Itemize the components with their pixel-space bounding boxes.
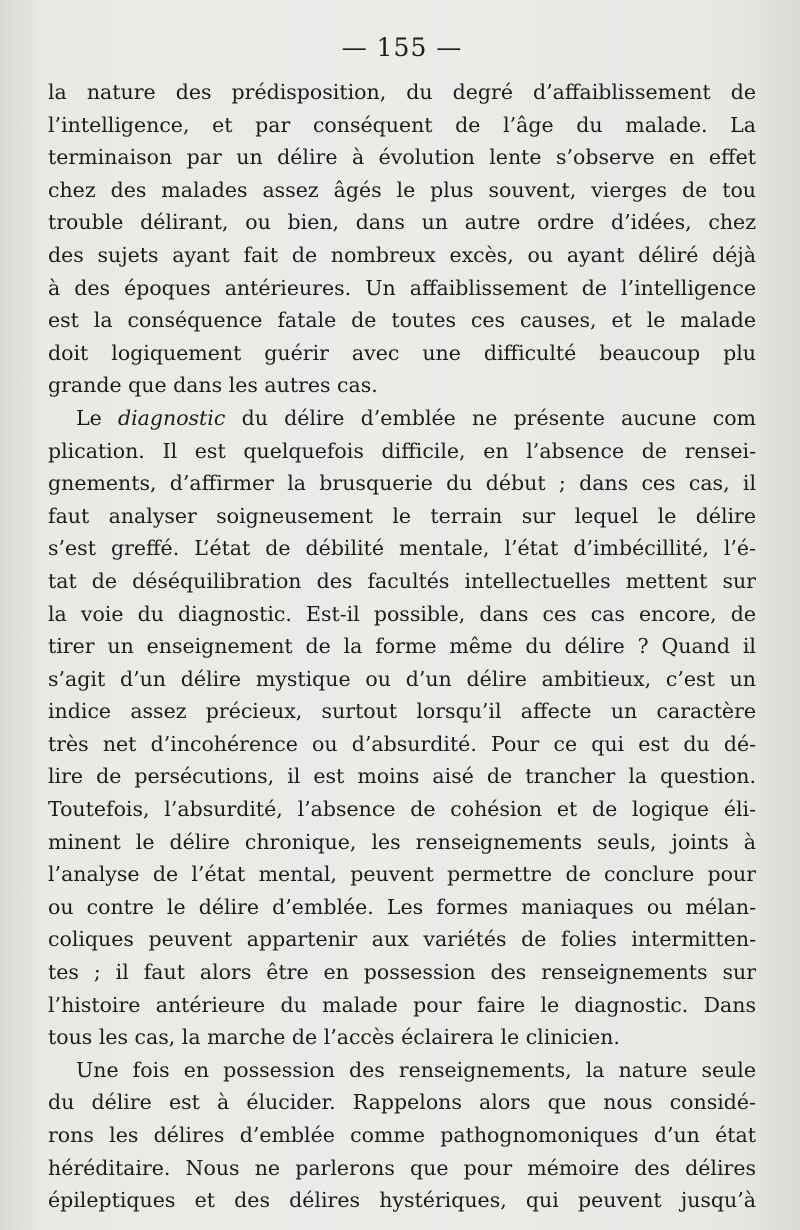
page-number: — 155 — xyxy=(341,33,463,62)
text-line: minent le délire chronique, les renseignements seuls, joints à xyxy=(48,829,756,854)
text-line: indice assez précieux, surtout lorsqu’il affecte un caractère xyxy=(48,699,756,724)
text-line: gnements, d’affirmer la brusquerie du début ; dans ces cas, il xyxy=(48,471,756,496)
text-line: Une fois en possession des renseignements, la nature seule xyxy=(76,1057,756,1082)
text-line: chez des malades assez âgés le plus souvent, vierges de tou xyxy=(48,177,756,202)
text-line: rons les délires d’emblée comme pathognomoniques d’un état xyxy=(48,1123,756,1147)
text-line: faut analyser soigneusement le terrain sur lequel le délire xyxy=(48,503,756,528)
text-line: l’histoire antérieure du malade pour faire le diagnostic. Dans xyxy=(48,992,756,1017)
text-line: est la conséquence fatale de toutes ces causes, et le malade xyxy=(48,308,756,333)
text-line: des sujets ayant fait de nombreux excès, ou ayant déliré déjà xyxy=(48,242,756,267)
text-line: doit logiquement guérir avec une difficulté beaucoup plu xyxy=(48,340,756,365)
text-line: l’analyse de l’état mental, peuvent permettre de conclure pour xyxy=(48,862,756,887)
text-line: la voie du diagnostic. Est-il possible, dans ces cas encore, de xyxy=(48,601,756,626)
text-line: Le diagnostic du délire d’emblée ne présente aucune com xyxy=(76,405,756,430)
text-line: grande que dans les autres cas. xyxy=(48,373,378,398)
text-line: terminaison par un délire à évolution lente s’observe en effet xyxy=(48,145,756,170)
text-line: héréditaire. Nous ne parlerons que pour mémoire des délires xyxy=(48,1155,756,1180)
body-text xyxy=(48,76,756,1217)
text-line: plication. Il est quelquefois difficile, en l’absence de rensei- xyxy=(48,438,756,463)
text-line: tous les cas, la marche de l’accès éclairera le clinicien. xyxy=(48,1025,620,1050)
text-line: à des époques antérieures. Un affaiblissement de l’intelligence xyxy=(48,275,756,300)
text-line: s’est greffé. L’état de débilité mentale, l’état d’imbécillité, l’é- xyxy=(48,536,756,561)
text-line: tirer un enseignement de la forme même du délire ? Quand il xyxy=(48,634,756,659)
text-line: la nature des prédisposition, du degré d’affaiblissement de xyxy=(48,80,756,104)
text-line: lire de persécutions, il est moins aisé de trancher la question. xyxy=(48,764,756,789)
text-line: tat de déséquilibration des facultés intellectuelles mettent sur xyxy=(48,568,756,593)
italic-term: diagnostic xyxy=(117,405,226,430)
text-line: trouble délirant, ou bien, dans un autre ordre d’idées, chez xyxy=(48,210,756,235)
text-line: très net d’incohérence ou d’absurdité. Pour ce qui est du dé- xyxy=(48,731,756,756)
text-line: du délire est à élucider. Rappelons alors que nous considé- xyxy=(48,1090,756,1115)
text-line: s’agit d’un délire mystique ou d’un délire ambitieux, c’est un xyxy=(48,666,756,691)
text-line: tes ; il faut alors être en possession des renseignements sur xyxy=(48,960,756,985)
text-line: Toutefois, l’absurdité, l’absence de cohésion et de logique éli- xyxy=(48,797,756,822)
text-line: coliques peuvent appartenir aux variétés de folies intermitten- xyxy=(48,927,756,952)
text-line: l’intelligence, et par conséquent de l’âge du malade. La xyxy=(48,112,756,137)
text-line: épileptiques et des délires hystériques, qui peuvent jusqu’à xyxy=(48,1188,756,1213)
text-line: ou contre le délire d’emblée. Les formes maniaques ou mélan- xyxy=(48,894,756,919)
